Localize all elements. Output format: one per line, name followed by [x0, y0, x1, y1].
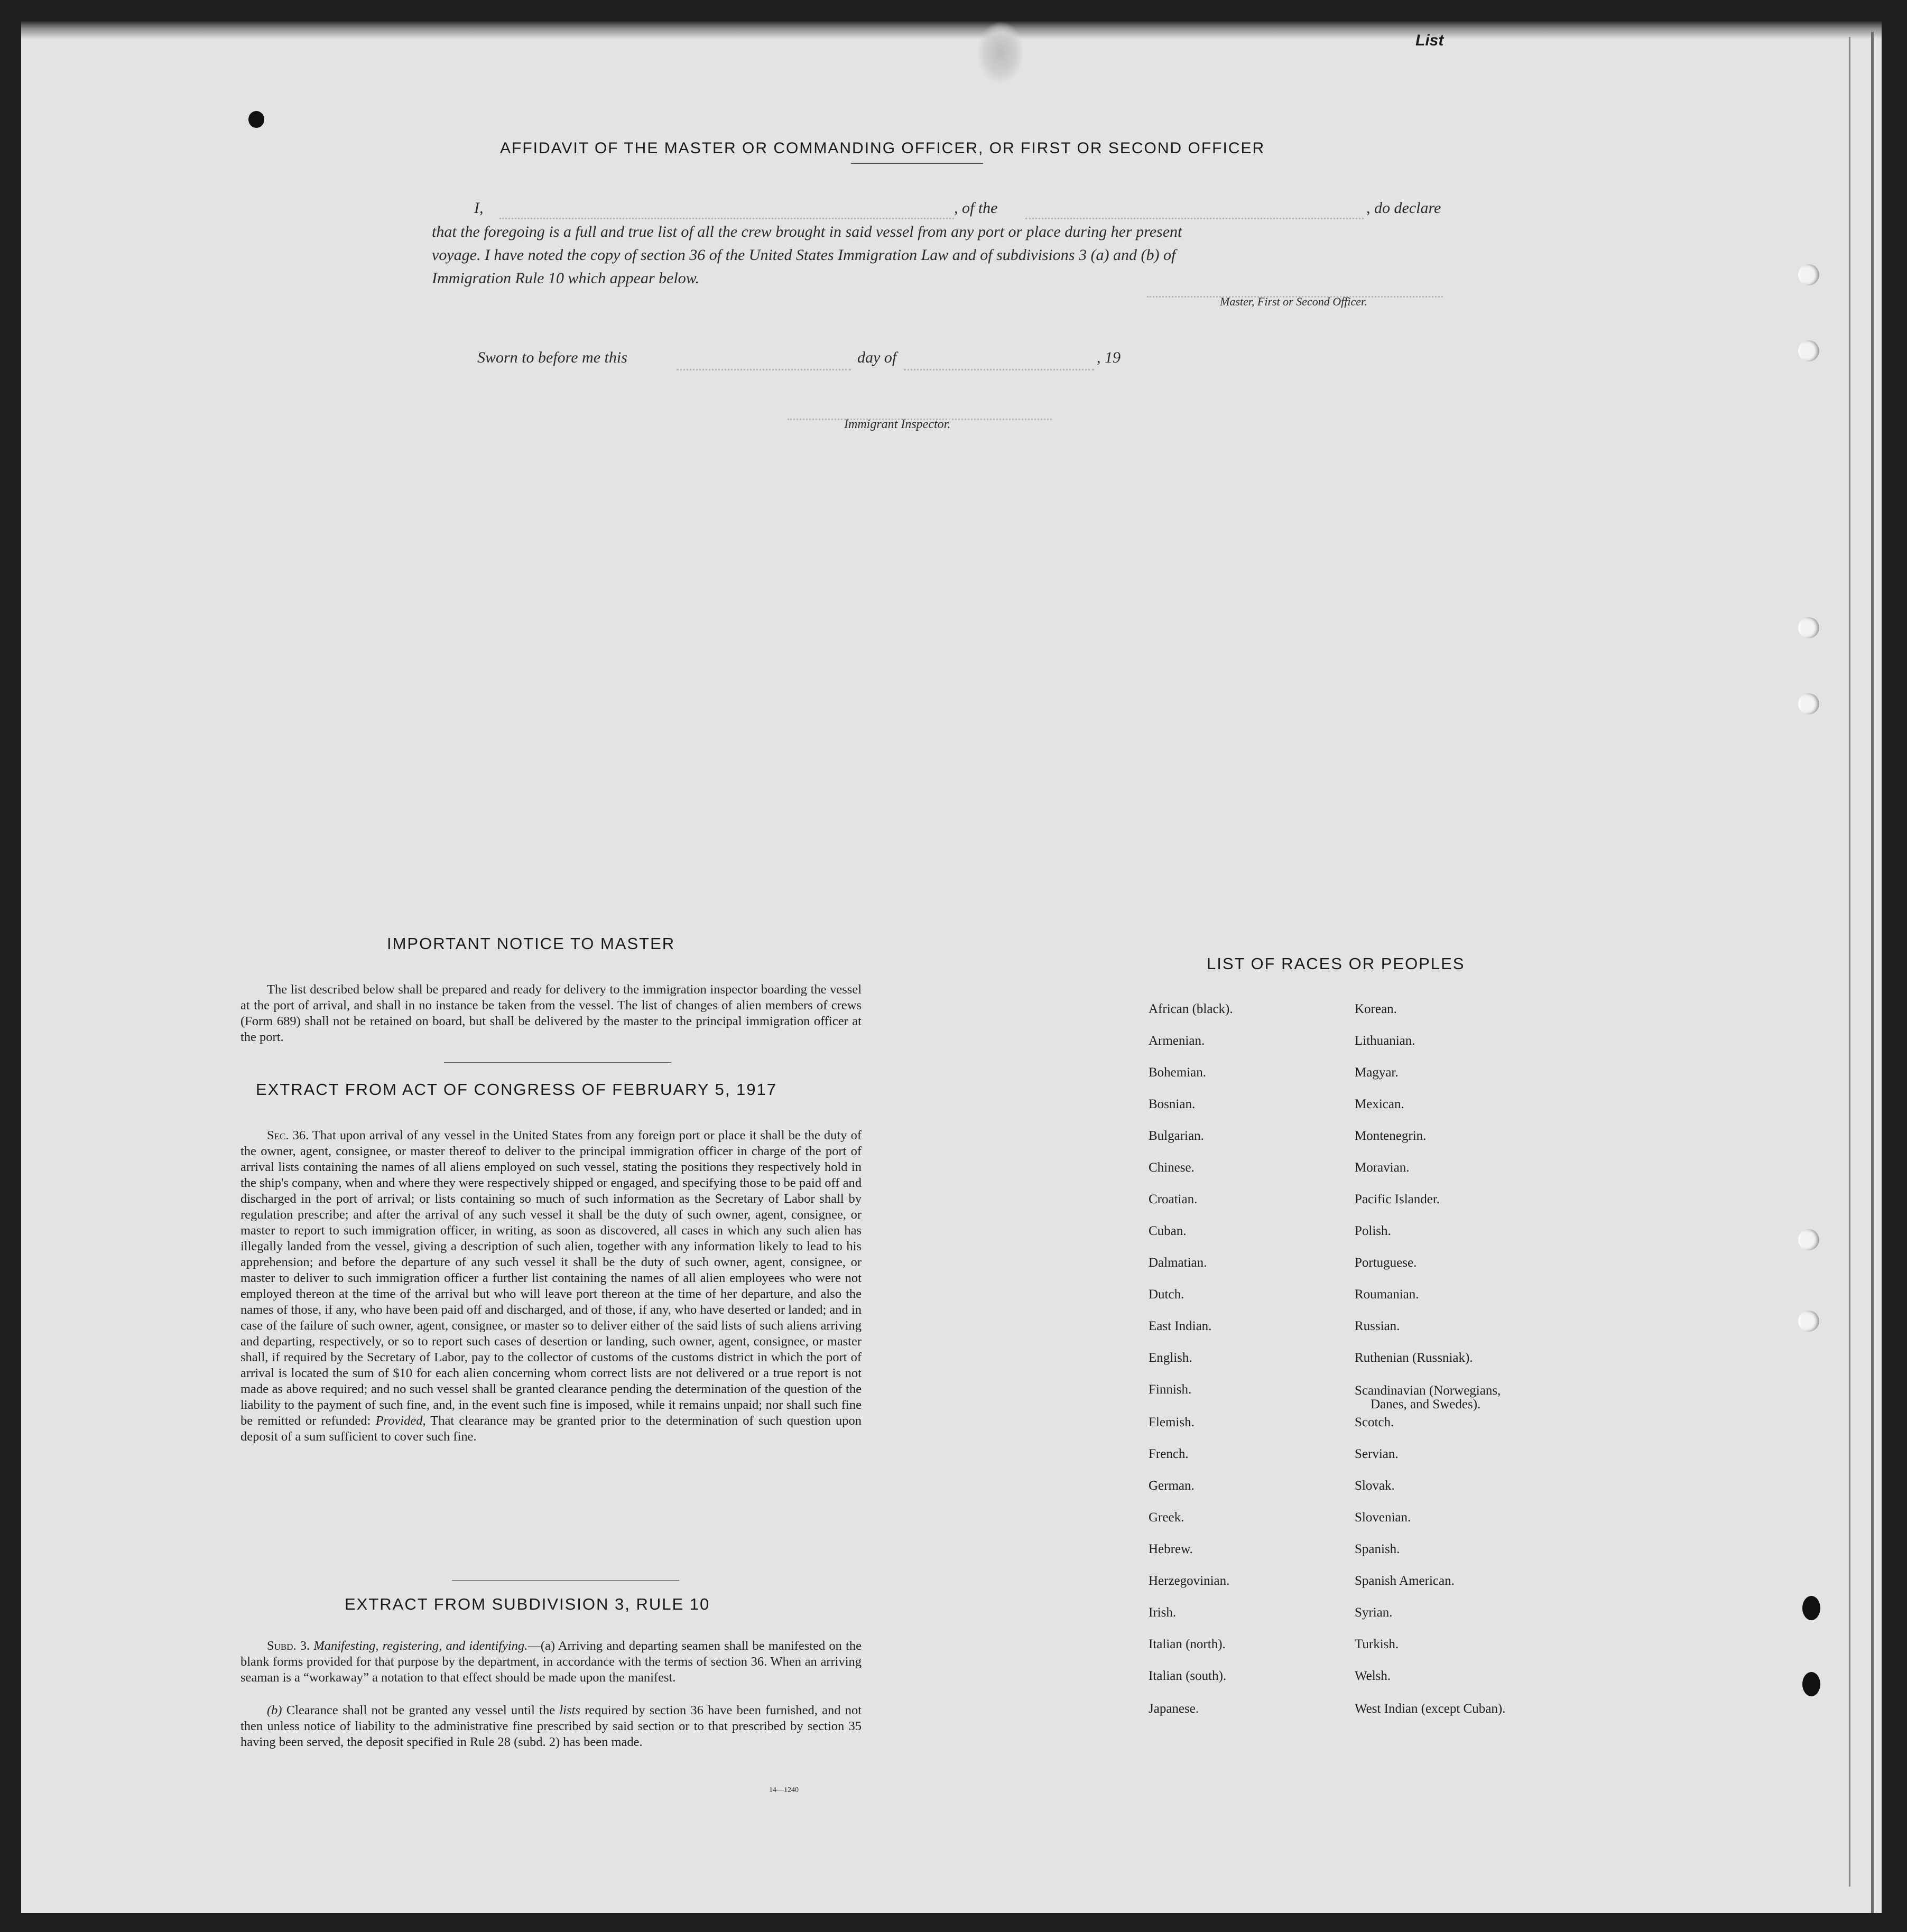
race-item: Japanese. — [1149, 1702, 1199, 1716]
sworn-year-label: , 19 — [1097, 349, 1121, 366]
race-item: Armenian. — [1149, 1034, 1205, 1048]
affidavit-of-the: , of the — [954, 199, 998, 217]
race-item: Mexican. — [1355, 1097, 1404, 1111]
act-text-block — [240, 1128, 862, 1445]
race-item: Scotch. — [1355, 1415, 1394, 1429]
sworn-day-label: day of — [857, 349, 897, 366]
binder-hole — [1798, 1229, 1819, 1250]
binder-hole — [1798, 264, 1819, 285]
race-item: Cuban. — [1149, 1224, 1187, 1238]
rule-para-a-marker: —(a) — [527, 1639, 556, 1653]
race-item: Croatian. — [1149, 1192, 1198, 1206]
act-section-label: Sec. 36. — [267, 1128, 309, 1143]
race-item: Scandinavian (Norwegians, — [1355, 1383, 1501, 1398]
race-item: Flemish. — [1149, 1415, 1195, 1429]
affidavit-title: AFFIDAVIT OF THE MASTER OR COMMANDING OFFICER, OR FIRST OR SECOND OFFICER — [500, 140, 1265, 157]
binder-hole-dark — [1802, 1596, 1820, 1620]
race-item: Bosnian. — [1149, 1097, 1196, 1111]
binder-hole — [1798, 340, 1819, 361]
race-item: Italian (north). — [1149, 1637, 1226, 1651]
race-item: African (black). — [1149, 1002, 1233, 1016]
sworn-day-blank — [677, 369, 851, 370]
race-item: Pacific Islander. — [1355, 1192, 1440, 1206]
inspector-label: Immigrant Inspector. — [844, 417, 951, 431]
race-item: Slovak. — [1355, 1479, 1395, 1493]
form-page — [21, 21, 1882, 1913]
page-edge-line — [1849, 37, 1850, 1887]
race-item: Korean. — [1355, 1002, 1397, 1016]
race-item: Italian (south). — [1149, 1669, 1227, 1683]
act-text-end: That clearance may be granted prior to the determination of such question upon deposit of a sum sufficient to cover such fine. — [240, 1414, 862, 1444]
binder-hole — [1798, 617, 1819, 638]
affidavit-line-4: Immigration Rule 10 which appear below. — [432, 270, 700, 287]
race-item: Ruthenian (Russniak). — [1355, 1351, 1473, 1365]
divider — [452, 1580, 679, 1581]
affidavit-line-2: that the foregoing is a full and true list of all the crew brought in said vessel from any port or place during her present — [432, 223, 1182, 240]
race-item: Magyar. — [1355, 1065, 1399, 1080]
race-item: Lithuanian. — [1355, 1034, 1415, 1048]
race-item: Bohemian. — [1149, 1065, 1207, 1080]
sworn-month-blank — [904, 369, 1094, 370]
act-provided-word: Provided, — [375, 1414, 426, 1428]
binder-hole — [1798, 693, 1819, 714]
rule-para-b-text-1: Clearance shall not be granted any vessel until the — [286, 1703, 556, 1717]
binder-hole — [1798, 1311, 1819, 1332]
race-item: Finnish. — [1149, 1382, 1192, 1397]
divider — [444, 1062, 671, 1063]
races-title: LIST OF RACES OR PEOPLES — [1207, 954, 1465, 973]
rule-title: EXTRACT FROM SUBDIVISION 3, RULE 10 — [345, 1595, 710, 1613]
rule-para-b-marker: (b) — [267, 1703, 282, 1717]
notice-text: The list described below shall be prepared and ready for delivery to the immigration inspector boarding the vessel at the port of arrival, and shall in no instance be taken from the vessel. The list of changes of alien members of crews (Form 689) shall not be retained on board, but shall be delivered by the master to the principal immigration officer at the port. — [240, 982, 862, 1044]
race-item: Danes, and Swedes). — [1371, 1397, 1481, 1411]
race-item: Herzegovinian. — [1149, 1574, 1230, 1588]
race-item: East Indian. — [1149, 1319, 1212, 1333]
race-item: Irish. — [1149, 1605, 1177, 1620]
race-item: Chinese. — [1149, 1160, 1195, 1175]
name-blank — [499, 218, 954, 219]
rule-para-a-text: Arriving and departing seamen shall be manifested on the blank forms provided for that purpose by the department, in accordance with the terms of section 36. When an arriving seaman is a “workaway” a notation to that effect should be made upon the manifest. — [240, 1639, 862, 1685]
torn-top-edge — [21, 21, 1882, 39]
notice-title: IMPORTANT NOTICE TO MASTER — [387, 934, 675, 953]
form-number: 14—1240 — [769, 1786, 799, 1794]
rule-para-b-lists: lists — [559, 1703, 580, 1717]
rule-para-b-text-2: required by section 36 have been furnished, and not then unless notice of liability to the administrative fine prescribed by said section or to that prescribed by section 35 having been served, the deposit specified in Rule 28 (subd. 2) has been made. — [240, 1703, 862, 1749]
race-item: Greek. — [1149, 1510, 1184, 1525]
punch-dot — [248, 111, 264, 128]
signature-label: Master, First or Second Officer. — [1220, 295, 1367, 308]
race-item: French. — [1149, 1447, 1189, 1461]
header-tab-label: List — [1415, 32, 1444, 49]
vessel-blank — [1025, 218, 1364, 219]
rule-subd-heading: Manifesting, registering, and identifying. — [313, 1639, 528, 1653]
race-item: Bulgarian. — [1149, 1129, 1204, 1143]
rule-subd-label: Subd. 3. — [267, 1639, 310, 1653]
rule-para-a — [240, 1638, 862, 1686]
divider — [851, 163, 983, 164]
sworn-prefix: Sworn to before me this — [477, 349, 627, 366]
race-item: Polish. — [1355, 1224, 1391, 1238]
affidavit-do-declare: , do declare — [1366, 199, 1441, 217]
race-item: Montenegrin. — [1355, 1129, 1427, 1143]
affidavit-word-i: I, — [474, 199, 484, 217]
race-item: Moravian. — [1355, 1160, 1410, 1175]
race-item: Slovenian. — [1355, 1510, 1411, 1525]
staple-mark — [977, 21, 1024, 85]
race-item: West Indian (except Cuban). — [1355, 1702, 1506, 1716]
race-item: Spanish. — [1355, 1542, 1400, 1556]
race-item: Welsh. — [1355, 1669, 1391, 1683]
race-item: Syrian. — [1355, 1605, 1393, 1620]
act-title: EXTRACT FROM ACT OF CONGRESS OF FEBRUARY 5, 1917 — [256, 1080, 777, 1099]
race-item: Russian. — [1355, 1319, 1400, 1333]
race-item: Hebrew. — [1149, 1542, 1193, 1556]
race-item: Turkish. — [1355, 1637, 1399, 1651]
page-edge-line — [1871, 32, 1874, 1913]
race-item: Dalmatian. — [1149, 1256, 1207, 1270]
affidavit-line-3: voyage. I have noted the copy of section 36 of the United States Immigration Law and of subdivisions 3 (a) and (b) of — [432, 246, 1176, 264]
race-item: English. — [1149, 1351, 1192, 1365]
race-item: Spanish American. — [1355, 1574, 1455, 1588]
race-item: Portuguese. — [1355, 1256, 1417, 1270]
race-item: German. — [1149, 1479, 1195, 1493]
race-item: Roumanian. — [1355, 1287, 1419, 1302]
race-item: Servian. — [1355, 1447, 1399, 1461]
race-item: Dutch. — [1149, 1287, 1184, 1302]
binder-hole-dark — [1802, 1672, 1820, 1696]
act-text: That upon arrival of any vessel in the United States from any foreign port or place it shall be the duty of the owner, agent, consignee, or master thereof to deliver to the principal immigration officer in charge of the port of arrival lists containing the names of all aliens employed on such vessel, stating the positions they respectively hold in the ship's company, when and where they were respectively shipped or engaged, and specifying those to be paid off and discharged in the port of arrival; or lists containing so much of such information as the Secretary of Labor shall by regulation prescribe; and after the arrival of any such vessel it shall be the duty of such owner, agent, consignee, or master to report to such immigration officer, in writing, as soon as discovered, all cases in which any such alien has illegally landed from the vessel, giving a description of such alien, together with any information likely to lead to his apprehension; and before the departure of any such vessel it shall be the duty of such owner, agent, consignee, or master to deliver to such immigration officer a further list containing the names of all alien employees who were not employed thereon at the time of the arrival but who will leave port thereon at the time of her departure, and also the names of those, if any, who have been paid off and discharged, and of those, if any, who have deserted or landed; and in case of the failure of such owner, agent, consignee, or master so to deliver either of the said lists of such aliens arriving and departing, respectively, or so to report such cases of desertion or landing, such owner, agent, consignee, or master shall, if required by the Secretary of Labor, pay to the collector of customs of the customs district in which the port of arrival is located the sum of $10 for each alien concerning whom correct lists are not delivered or a true report is not made as above required; and no such vessel shall be granted clearance pending the determination of the question of the liability to the payment of such fine, and, in the event such fine is imposed, while it remains unpaid; nor shall such fine be remitted or refunded: — [240, 1128, 862, 1428]
rule-para-b — [240, 1703, 862, 1750]
